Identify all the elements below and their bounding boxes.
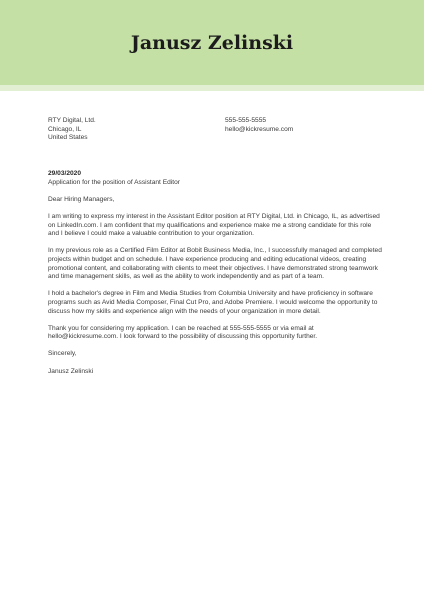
recipient-company: RTY Digital, Ltd. bbox=[48, 117, 96, 124]
letter-paragraph-3: I hold a bachelor's degree in Film and Media Studies from Columbia University and have proficiency in software programs such as Avid Media Composer, Final Cut Pro, and Adobe Premiere. I would welcome the opportunity to discuss how my skills and experience align with the needs of your organization in more detail. bbox=[48, 290, 378, 315]
applicant-name: Janusz Zelinski bbox=[130, 32, 294, 54]
letter-paragraph-4: Thank you for considering my application. I can be reached at 555-555-5555 or via email at hello@kickresume.com. I look forward to the possibility of discussing this opportunity further. bbox=[48, 324, 318, 341]
recipient-city: Chicago, IL bbox=[48, 125, 82, 133]
header-stripe bbox=[0, 85, 424, 91]
recipient-address bbox=[48, 117, 96, 143]
letter-closing: Sincerely, bbox=[48, 350, 77, 358]
contact-email: hello@kickresume.com bbox=[225, 125, 294, 133]
contact-info bbox=[225, 117, 293, 134]
letter-signature: Janusz Zelinski bbox=[48, 367, 94, 375]
letter-subject: Application for the position of Assistant Editor bbox=[48, 178, 180, 186]
letter-paragraph-1: I am writing to express my interest in the Assistant Editor position at RTY Digital, Ltd. in Chicago, IL, as advertised on LinkedIn.com. I am confident that my qualifications and experience make me a strong candidate for this role and I believe I could make a valuable contribution to your organization. bbox=[48, 212, 380, 238]
spacer bbox=[48, 187, 383, 196]
letter-date: 29/03/2020 bbox=[48, 170, 82, 177]
letter-greeting: Dear Hiring Managers, bbox=[48, 195, 115, 203]
contact-phone: 555-555-5555 bbox=[225, 117, 267, 124]
letter-paragraph-2: In my previous role as a Certified Film Editor at Bobit Business Media, Inc., I successfully managed and completed projects within budget and on schedule. I have experience producing and editing educational videos, creating promotional content, and collaborating with clients to meet their objectives. I have demonstrated strong teamwork and time management skills, as well as the ability to work independently and as part of a team. bbox=[48, 247, 382, 281]
recipient-country: United States bbox=[48, 134, 88, 142]
letter-body bbox=[48, 170, 383, 376]
